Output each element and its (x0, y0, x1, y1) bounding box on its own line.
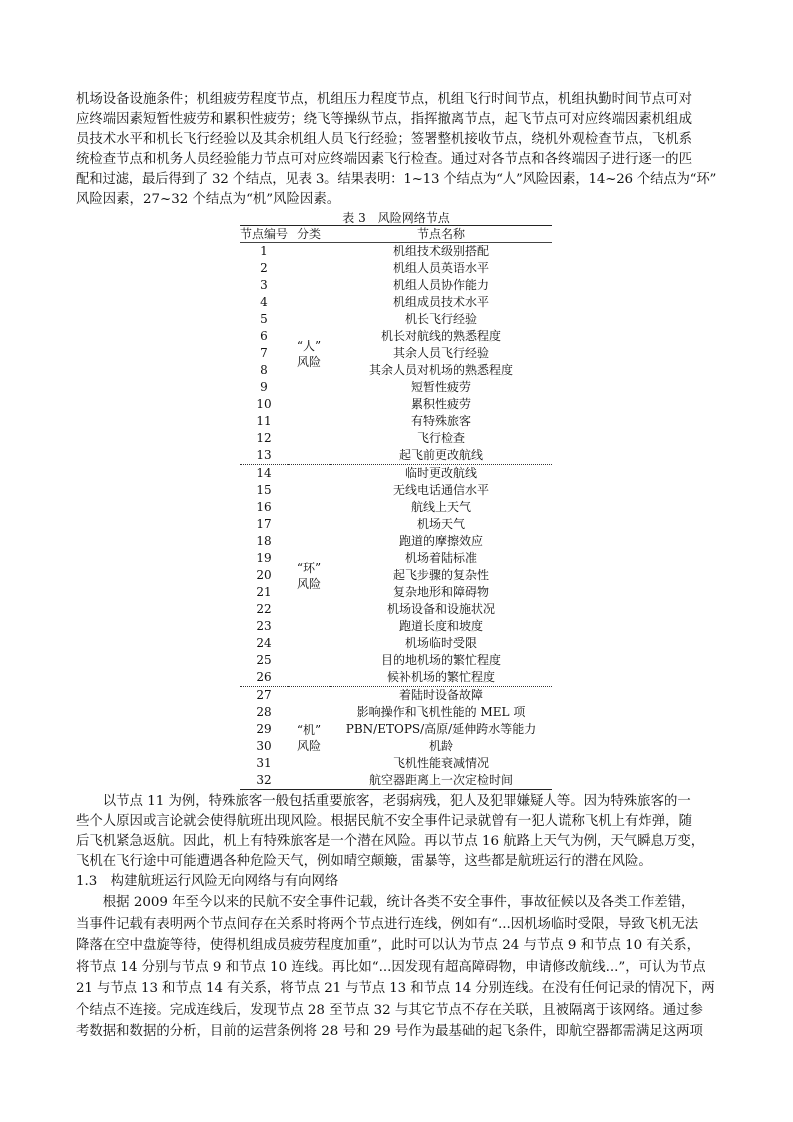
node-name-cell: 机场天气 (416, 517, 465, 531)
table-row (240, 465, 552, 483)
node-name-cell: 无线电话通信水平 (392, 483, 489, 497)
node-id-cell: 24 (256, 636, 272, 650)
node-id-cell: 28 (256, 705, 272, 719)
header-node-id: 节点编号 (240, 227, 288, 241)
node-name-cell: 起飞前更改航线 (330, 447, 552, 465)
node-id-cell: 14 (256, 466, 272, 480)
node-name-cell: 临时更改航线 (404, 466, 477, 480)
node-name-cell: 影响操作和飞机性能的 MEL 项 (356, 705, 526, 719)
node-id-cell: 3 (260, 278, 268, 292)
text-line: 个结点不连接。完成连线后，发现节点 28 至节点 32 与其它节点不存在关联，且被隔离于该网络。通过参 (76, 1002, 703, 1018)
table-row (240, 345, 552, 362)
node-id-cell: 26 (240, 669, 288, 687)
node-name-cell: 跑道长度和坡度 (398, 619, 483, 633)
node-id-cell: 2 (260, 261, 268, 275)
node-id-cell: 8 (260, 363, 268, 377)
header-category: 分类 (296, 227, 321, 241)
text-line: 考数据和数据的分析，目前的运营条例将 28 号和 29 号作为最基础的起飞条件，即航空器都需满足这两项 (76, 1024, 703, 1039)
text-line: 统检查节点和机务人员经验能力节点可对应终端因素飞行检查。通过对各节点和各终端因子进行逐一的匹 (76, 152, 692, 167)
node-id-cell: 21 (256, 585, 272, 599)
category-label-risk: 风险 (296, 354, 321, 369)
node-id-cell: 19 (256, 551, 272, 565)
table-row (240, 652, 552, 669)
category-label-risk: 风险 (296, 739, 321, 753)
node-id-cell: 9 (260, 380, 268, 394)
node-id-cell: 27 (256, 688, 272, 702)
node-id-cell: 11 (256, 414, 272, 428)
node-id-cell: 22 (256, 602, 272, 616)
node-id-cell: 17 (256, 517, 272, 531)
node-name-cell: 累积性疲劳 (410, 397, 471, 411)
table-row (240, 550, 552, 567)
node-name-cell: 机龄 (428, 739, 453, 753)
category-label-quote: “人” (296, 338, 322, 353)
text-line: 降落在空中盘旋等待，使得机组成员疲劳程度加重”，此时可以认为节点 24 与节点 9 和节点 10 有关系， (76, 938, 700, 953)
table-row (240, 772, 552, 790)
text-line: 当事件记载有表明两个节点间存在关系时将两个节点进行连线，例如有“...因机场临时受限，导致飞机无法 (76, 916, 699, 932)
text-line: 应终端因素短暂性疲劳和累积性疲劳；绕飞等操纵节点，指挥撤离节点，起飞节点可对应终端因素机组成 (76, 112, 692, 127)
table-row (240, 601, 552, 618)
node-name-cell: 机场着陆标准 (404, 551, 477, 565)
paragraph-network-construction (76, 892, 718, 1043)
table-row (240, 687, 552, 705)
node-name-cell: 着陆时设备故障 (398, 688, 483, 702)
node-name-cell: 飞机性能衰减情况 (392, 756, 489, 770)
table-row (240, 362, 552, 379)
node-name-cell: 机组技术级别搭配 (392, 244, 489, 258)
category-cell (288, 687, 330, 790)
table-row (240, 499, 552, 516)
header-node-name: 节点名称 (416, 227, 465, 241)
node-id-cell: 1 (260, 244, 268, 258)
node-name-cell: 其余人员飞行经验 (392, 346, 489, 360)
table-row (240, 669, 552, 687)
node-name-cell: 其余人员对机场的熟悉程度 (368, 363, 513, 377)
table-row (240, 533, 552, 550)
node-id-cell: 16 (256, 500, 272, 514)
text-line: 将节点 14 分别与节点 9 和节点 10 连线。再比如“...因发现有超高障碍物，申请修改航线...”，可认为节点 (76, 959, 706, 975)
node-name-cell: 航空器距离上一次定检时间 (330, 772, 552, 790)
category-label-quote: “机” (296, 723, 322, 737)
text-line: 飞机在飞行途中可能遭遇各种危险天气，例如晴空颠簸，雷暴等，这些都是航班运行的潜在风险。 (76, 854, 652, 869)
table-row (240, 584, 552, 601)
node-name-cell: 机长对航线的熟悉程度 (380, 329, 501, 343)
table-row (240, 311, 552, 328)
node-name-cell: 候补机场的繁忙程度 (330, 669, 552, 687)
node-id-cell: 12 (256, 431, 272, 445)
node-id-cell: 13 (240, 447, 288, 465)
category-cell (288, 243, 330, 465)
node-name-cell: 机组人员协作能力 (392, 278, 489, 292)
node-name-cell: 机组人员英语水平 (392, 261, 489, 275)
node-id-cell: 20 (256, 568, 272, 582)
node-name-cell: 机场临时受限 (404, 636, 477, 650)
node-id-cell: 30 (256, 739, 272, 753)
paragraph-example (76, 792, 718, 872)
table-row (240, 260, 552, 277)
node-name-cell: 机长飞行经验 (404, 312, 477, 326)
node-name-cell: 有特殊旅客 (410, 414, 471, 428)
text-line: 根据 2009 年至今以来的民航不安全事件记载，统计各类不安全事件，事故征候以及各类工作差错， (76, 895, 695, 910)
node-name-cell: 跑道的摩擦效应 (398, 534, 483, 548)
table-row (240, 738, 552, 755)
text-line: 以节点 11 为例，特殊旅客一般包括重要旅客，老弱病残，犯人及犯罪嫌疑人等。因为特殊旅客的一 (76, 794, 691, 809)
table-row (240, 721, 552, 738)
table-row (240, 755, 552, 772)
node-name-cell: 飞行检查 (416, 431, 465, 445)
node-name-cell: 复杂地形和障碍物 (392, 585, 489, 599)
node-id-cell: 4 (260, 295, 268, 309)
table-row (240, 635, 552, 652)
node-id-cell: 7 (260, 346, 268, 360)
node-id-cell: 29 (256, 722, 272, 736)
table-row (240, 277, 552, 294)
node-id-cell: 15 (256, 483, 272, 497)
node-name-cell: 航线上天气 (410, 500, 471, 514)
node-id-cell: 5 (260, 312, 268, 326)
node-id-cell: 32 (240, 772, 288, 790)
table-row (240, 447, 552, 465)
table-header-row (240, 226, 552, 243)
table-row (240, 328, 552, 345)
table-row (240, 516, 552, 533)
node-name-cell: 短暂性疲劳 (410, 380, 471, 394)
table-row (240, 567, 552, 584)
category-label-risk: 风险 (296, 576, 321, 591)
table-row (240, 618, 552, 635)
table-row (240, 704, 552, 721)
category-cell (288, 465, 330, 687)
node-id-cell: 31 (256, 756, 272, 770)
paragraph-node-mapping (76, 90, 718, 210)
node-id-cell: 25 (256, 653, 272, 667)
node-id-cell: 6 (260, 329, 268, 343)
node-name-cell: 起飞步骤的复杂性 (392, 568, 489, 582)
text-line: 员技术水平和机长飞行经验以及其余机组人员飞行经验；签署整机接收节点，绕机外观检查节点，飞机系 (76, 132, 692, 147)
table-caption: 表 3 风险网络节点 (342, 211, 450, 225)
node-id-cell: 10 (256, 397, 272, 411)
node-id-cell: 18 (256, 534, 272, 548)
node-name-cell: PBN/ETOPS/高原/延伸跨水等能力 (345, 722, 537, 736)
category-label-quote: “环” (296, 560, 322, 575)
table-row (240, 396, 552, 413)
node-name-cell: 目的地机场的繁忙程度 (380, 653, 501, 667)
table-row (240, 413, 552, 430)
text-line: 风险因素，27~32 个结点为“机”风险因素。 (76, 192, 341, 207)
table-row (240, 243, 552, 261)
table-row (240, 379, 552, 396)
table-row (240, 294, 552, 311)
text-line: 机场设备设施条件；机组疲劳程度节点，机组压力程度节点，机组飞行时间节点，机组执勤时间节点可对 (76, 92, 692, 107)
node-id-cell: 23 (256, 619, 272, 633)
table-row (240, 430, 552, 447)
text-line: 配和过滤，最后得到了 32 个结点，见表 3。结果表明：1~13 个结点为“人”风险因素，14~26 个结点为“环” (76, 172, 717, 187)
text-line: 21 与节点 13 和节点 14 有关系，将节点 21 与节点 13 和节点 14 分别连线。在没有任何记录的情况下，两 (76, 981, 715, 996)
text-line: 些个人原因或言论就会使得航班出现风险。根据民航不安全事件记录就曾有一犯人谎称飞机上有炸弹，随 (76, 814, 692, 829)
table-row (240, 482, 552, 499)
risk-network-nodes-table (240, 225, 552, 790)
node-name-cell: 机组成员技术水平 (392, 295, 489, 309)
table-body (240, 243, 552, 790)
section-heading: 1.3 构建航班运行风险无向网络与有向网络 (76, 874, 339, 889)
text-line: 后飞机紧急返航。因此，机上有特殊旅客是一个潜在风险。再以节点 16 航路上天气为例，天气瞬息万变， (76, 834, 705, 849)
node-name-cell: 机场设备和设施状况 (386, 602, 495, 616)
